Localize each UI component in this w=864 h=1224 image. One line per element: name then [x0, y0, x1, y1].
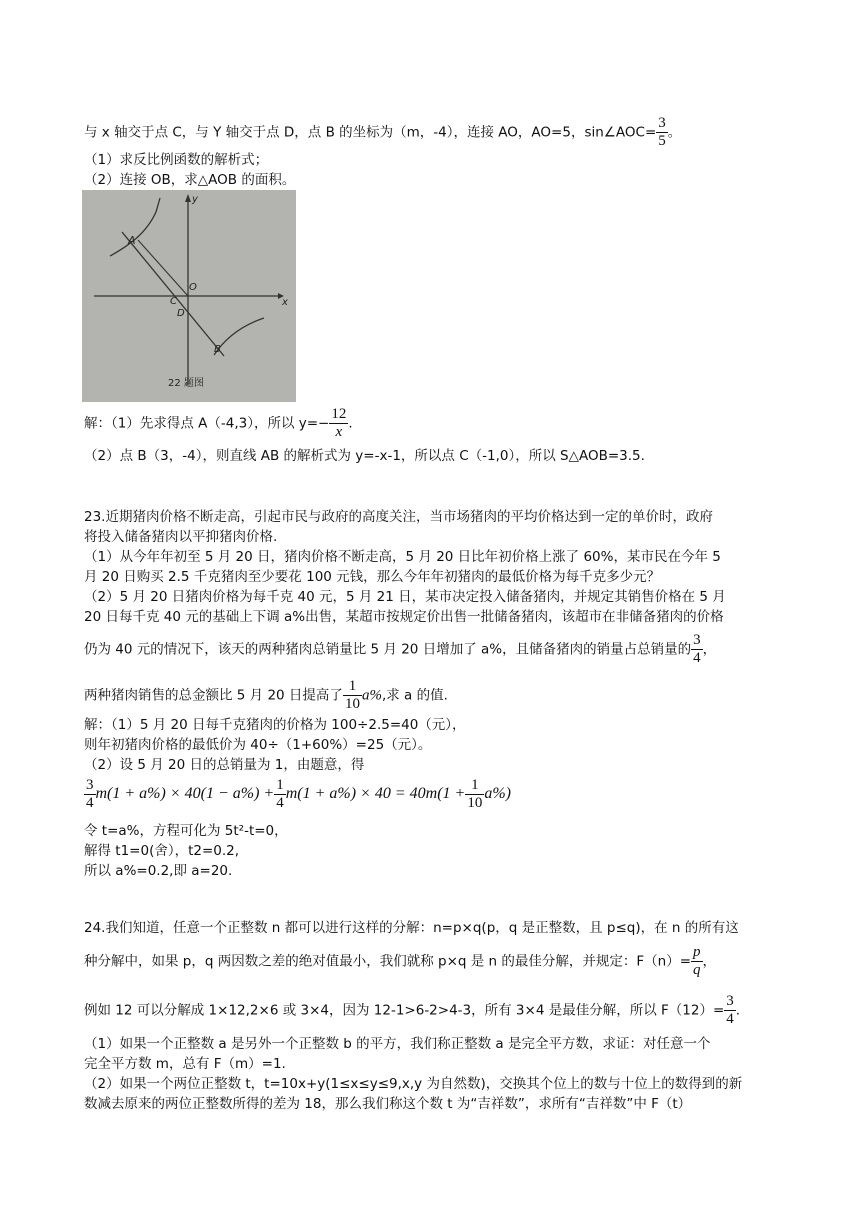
p24-q2-b: 数减去原来的两位正整数所得的差为 18，那么我们称这个数 t 为“吉祥数”，求所有“吉祥数”中 F（t）	[84, 1096, 692, 1112]
fraction-3-5: $\frac{3}{5}$	[658, 115, 666, 149]
label-a: A	[128, 234, 136, 247]
fraction-3-4-b: $\frac{3}{4}$	[726, 993, 734, 1027]
p23-intro-a: 23.近期猪肉价格不断走高，引起市民与政府的高度关注，当市场猪肉的平均价格达到一定的单价时，政府	[84, 509, 713, 525]
label-y: y	[192, 194, 198, 205]
p22-question-1: （1）求反比例函数的解析式；	[84, 152, 269, 168]
p24-intro-b: 种分解中，如果 p，q 两因数之差的绝对值最小，我们就称 p×q 是 n 的最佳分解，并规定：F（n）= $\frac{p}{q}$ ，	[84, 944, 717, 978]
fraction-3-4: $\frac{3}{4}$	[693, 632, 701, 666]
eq-fraction-3-4: $\frac{3}{4}$	[86, 777, 94, 811]
p23-q2-b: 20 日每千克 40 元的基础上下调 a%出售，某超市按规定价出售一批储备猪肉，该超市在非储备猪肉的价格	[84, 609, 724, 625]
p23-q1-a: （1）从今年年初至 5 月 20 日，猪肉价格不断走高，5 月 20 日比年初价格上涨了 60%，某市民在今年 5	[84, 549, 721, 565]
fraction-12-x: $\frac{12}{x}$	[331, 406, 347, 440]
line-ab	[122, 232, 224, 356]
p23-solution-1b: 则年初猪肉价格的最低价为 40÷（1+60%）=25（元）。	[84, 737, 432, 753]
label-b: B	[214, 344, 221, 355]
label-x: x	[282, 297, 288, 308]
fraction-1-10: $\frac{1}{10}$	[344, 678, 360, 712]
p23-solution-1a: 解：（1）5 月 20 日每千克猪肉的价格为 100÷2.5=40（元），	[84, 717, 466, 733]
hyperbola-branch-lower	[214, 318, 264, 355]
p23-solution-2a: （2）设 5 月 20 日的总销量为 1，由题意，得	[84, 757, 365, 773]
fraction-p-q: $\frac{p}{q}$	[693, 944, 701, 978]
label-c: C	[170, 296, 177, 307]
p24-q1-b: 完全平方数 m，总有 F（m）=1.	[84, 1056, 286, 1072]
figure-caption: 22 题图	[168, 378, 204, 389]
p23-equation: $\frac{3}{4}$ m(1 + a%) × 40(1 − a%) + $\frac{1}{4}$ m(1 + a%) × 40 = 40m(1 + $\frac{1}{10}$ a%)	[86, 777, 511, 811]
p23-q2-d: 两种猪肉销售的总金额比 5 月 20 日提高了 $\frac{1}{10}$ a%,求 a 的值.	[84, 678, 448, 712]
p23-solution-2c: 解得 t1=0(舍），t2=0.2,	[84, 843, 240, 859]
p24-q2-a: （2）如果一个两位正整数 t，t=10x+y(1≤x≤y≤9,x,y 为自然数)，交换其个位上的数与十位上的数得到的新	[84, 1076, 743, 1092]
p22-line1: 与 x 轴交于点 C，与 Y 轴交于点 D，点 B 的坐标为（m，-4），连接 AO，AO=5，sin∠AOC= $\frac{3}{5}$ 。	[84, 115, 682, 149]
p24-q1-a: （1）如果一个正整数 a 是另外一个正整数 b 的平方，我们称正整数 a 是完全平方数，求证：对任意一个	[84, 1036, 711, 1052]
p22-question-2: （2）连接 OB，求△AOB 的面积。	[84, 172, 296, 188]
p23-solution-2b: 令 t=a%，方程可化为 5t²-t=0，	[84, 823, 288, 839]
p22-solution-2: （2）点 B（3，-4），则直线 AB 的解析式为 y=-x-1，所以点 C（-1,0），所以 S△AOB=3.5.	[84, 448, 645, 464]
eq-fraction-1-10: $\frac{1}{10}$	[467, 777, 483, 811]
p24-intro-c: 例如 12 可以分解成 1×12,2×6 或 3×4，因为 12-1>6-2>4-3，所有 3×4 是最佳分解，所以 F（12）= $\frac{3}{4}$ .	[84, 993, 741, 1027]
p23-intro-b: 将投入储备猪肉以平抑猪肉价格.	[84, 529, 278, 545]
p23-q1-b: 月 20 日购买 2.5 千克猪肉至少要花 100 元钱，那么今年年初猪肉的最低价格为每千克多少元？	[84, 569, 661, 585]
p24-intro-a: 24.我们知道，任意一个正整数 n 都可以进行这样的分解：n=p×q(p，q 是正整数，且 p≤q)，在 n 的所有这	[84, 920, 739, 936]
label-o: O	[189, 282, 197, 293]
line-ao	[138, 240, 188, 296]
y-axis-arrow	[185, 194, 191, 202]
label-d: D	[177, 308, 185, 319]
figure-22	[82, 190, 296, 402]
p23-solution-2d: 所以 a%=0.2,即 a=20.	[84, 863, 233, 879]
graph-diagram	[82, 190, 296, 402]
eq-fraction-1-4: $\frac{1}{4}$	[276, 777, 284, 811]
p23-q2-a: （2）5 月 20 日猪肉价格为每千克 40 元，5 月 21 日，某市决定投入储备猪肉，并规定其销售价格在 5 月	[84, 589, 726, 605]
p23-q2-c: 仍为 40 元的情况下，该天的两种猪肉总销量比 5 月 20 日增加了 a%，且储备猪肉的销量占总销量的 $\frac{3}{4}$ ，	[84, 632, 717, 666]
p22-solution-1: 解：（1）先求得点 A（-4,3），所以 y=− $\frac{12}{x}$ .	[84, 406, 353, 440]
